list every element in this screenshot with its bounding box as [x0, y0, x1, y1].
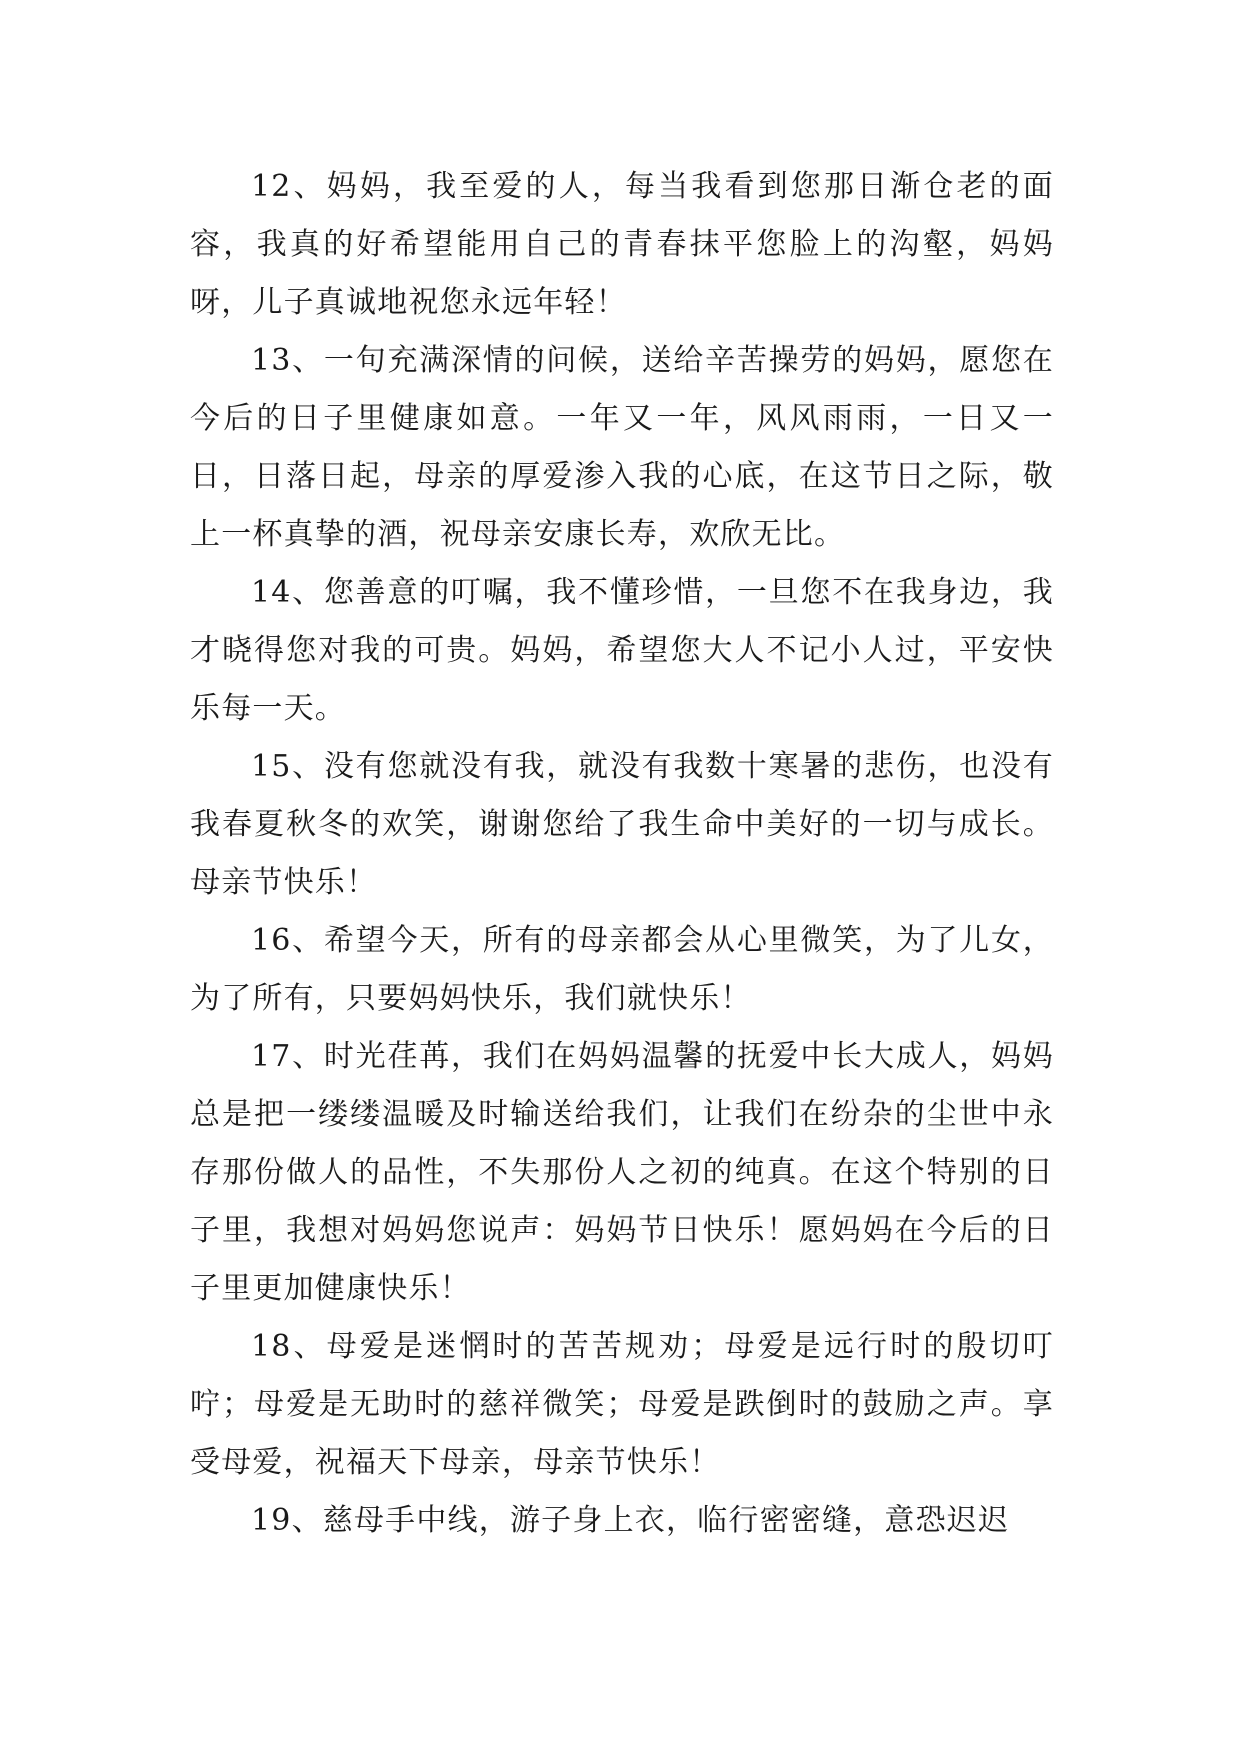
paragraph-16: 16、希望今天，所有的母亲都会从心里微笑，为了儿女，为了所有，只要妈妈快乐，我们就快乐！ — [190, 923, 1054, 1016]
paragraph-19: 19、慈母手中线，游子身上衣，临行密密缝，意恐迟迟 — [251, 1503, 1010, 1538]
paragraph-17: 17、时光荏苒，我们在妈妈温馨的抚爱中长大成人，妈妈总是把一缕缕温暖及时输送给我们，让我们在纷杂的尘世中永存那份做人的品性，不失那份人之初的纯真。在这个特别的日子里，我想对妈妈您说声：妈妈节日快乐！愿妈妈在今后的日子里更加健康快乐！ — [190, 1039, 1054, 1306]
paragraph-15: 15、没有您就没有我，就没有我数十寒暑的悲伤，也没有我春夏秋冬的欢笑，谢谢您给了我生命中美好的一切与成长。母亲节快乐！ — [190, 749, 1054, 900]
paragraph-13: 13、一句充满深情的问候，送给辛苦操劳的妈妈，愿您在今后的日子里健康如意。一年又一年，风风雨雨，一日又一日，日落日起，母亲的厚爱渗入我的心底，在这节日之际，敬上一杯真挚的酒，祝母亲安康长寿，欢欣无比。 — [190, 343, 1054, 552]
paragraph-18: 18、母爱是迷惘时的苦苦规劝；母爱是远行时的殷切叮咛；母爱是无助时的慈祥微笑；母爱是跌倒时的鼓励之声。享受母爱，祝福天下母亲，母亲节快乐！ — [190, 1329, 1054, 1480]
paragraph-14: 14、您善意的叮嘱，我不懂珍惜，一旦您不在我身边，我才晓得您对我的可贵。妈妈，希望您大人不记小人过，平安快乐每一天。 — [190, 575, 1054, 726]
document-page — [190, 158, 1054, 1550]
paragraph-12: 12、妈妈，我至爱的人，每当我看到您那日渐仓老的面容，我真的好希望能用自己的青春抹平您脸上的沟壑，妈妈呀，儿子真诚地祝您永远年轻！ — [190, 169, 1054, 320]
